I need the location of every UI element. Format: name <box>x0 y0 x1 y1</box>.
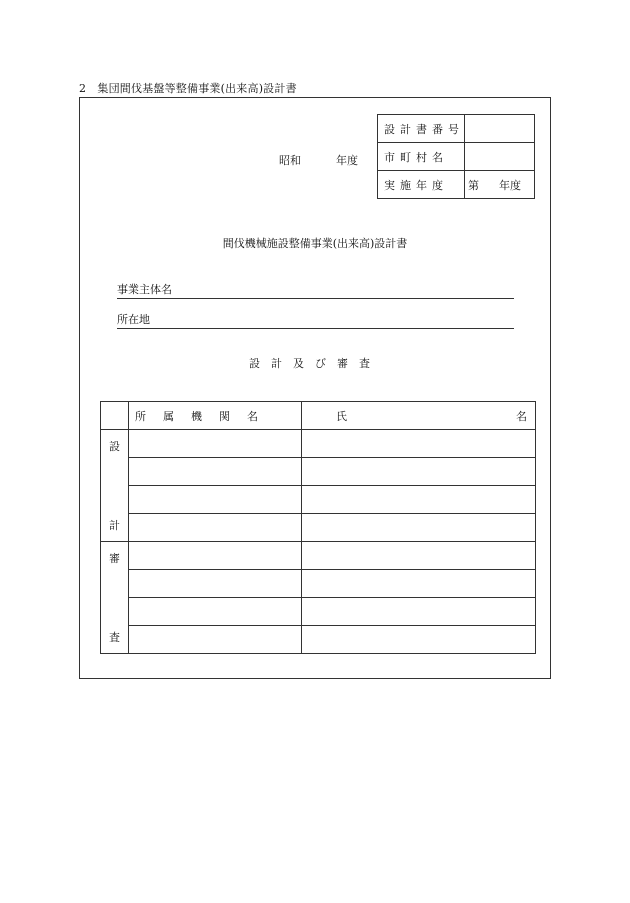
document-title: 間伐機械施設整備事業(出来高)設計書 <box>222 237 408 250</box>
review-table <box>100 401 536 654</box>
business-entity-field[interactable] <box>117 281 514 299</box>
info-row-fiscal-year <box>378 171 535 199</box>
fiscal-year-value[interactable] <box>465 171 535 199</box>
inspect-org-cell-1[interactable] <box>129 542 302 570</box>
header-name-left: 氏 <box>336 409 347 423</box>
inspect-side-cell <box>101 542 129 654</box>
inspect-org-cell-3[interactable] <box>129 598 302 626</box>
fiscal-year-prefix: 第 <box>468 178 479 192</box>
inspect-name-cell-1[interactable] <box>302 542 536 570</box>
design-number-label: 設計書番号 <box>378 115 465 143</box>
document-info-table <box>377 114 535 199</box>
fiscal-year-label: 実施年度 <box>378 171 465 199</box>
review-table-header <box>101 402 536 430</box>
info-row-municipality <box>378 143 535 171</box>
corner-cell <box>101 402 129 430</box>
table-row <box>101 486 536 514</box>
design-org-cell-3[interactable] <box>129 486 302 514</box>
era-year-label: 年度 <box>336 154 358 167</box>
table-row <box>101 626 536 654</box>
review-heading: 設計及び審査 <box>249 357 381 370</box>
design-org-cell-4[interactable] <box>129 514 302 542</box>
design-name-cell-1[interactable] <box>302 430 536 458</box>
design-name-cell-3[interactable] <box>302 486 536 514</box>
header-name-right: 名 <box>516 409 527 423</box>
header-name <box>302 402 536 430</box>
design-name-cell-2[interactable] <box>302 458 536 486</box>
municipality-value[interactable] <box>465 143 535 171</box>
inspect-org-cell-2[interactable] <box>129 570 302 598</box>
design-side-top: 設 <box>109 440 120 453</box>
design-side-bottom: 計 <box>109 519 120 532</box>
design-side-cell <box>101 430 129 542</box>
table-row <box>101 570 536 598</box>
table-row <box>101 430 536 458</box>
info-row-design-number <box>378 115 535 143</box>
header-org: 所属機関名 <box>129 402 302 430</box>
era-year-line <box>279 152 358 168</box>
inspect-side-top: 審 <box>109 552 120 565</box>
fiscal-year-suffix: 年度 <box>499 178 521 192</box>
design-number-value[interactable] <box>465 115 535 143</box>
design-org-cell-1[interactable] <box>129 430 302 458</box>
location-label: 所在地 <box>117 313 150 326</box>
table-row <box>101 598 536 626</box>
municipality-label: 市町村名 <box>378 143 465 171</box>
design-org-cell-2[interactable] <box>129 458 302 486</box>
inspect-side-bottom: 査 <box>109 631 120 644</box>
location-field[interactable] <box>117 311 514 329</box>
inspect-name-cell-2[interactable] <box>302 570 536 598</box>
inspect-name-cell-4[interactable] <box>302 626 536 654</box>
business-entity-label: 事業主体名 <box>117 283 172 296</box>
era-label: 昭和 <box>279 154 301 167</box>
inspect-org-cell-4[interactable] <box>129 626 302 654</box>
page-heading: 2 集団間伐基盤等整備事業(出来高)設計書 <box>79 82 297 95</box>
table-row <box>101 458 536 486</box>
design-name-cell-4[interactable] <box>302 514 536 542</box>
table-row <box>101 542 536 570</box>
table-row <box>101 514 536 542</box>
inspect-name-cell-3[interactable] <box>302 598 536 626</box>
